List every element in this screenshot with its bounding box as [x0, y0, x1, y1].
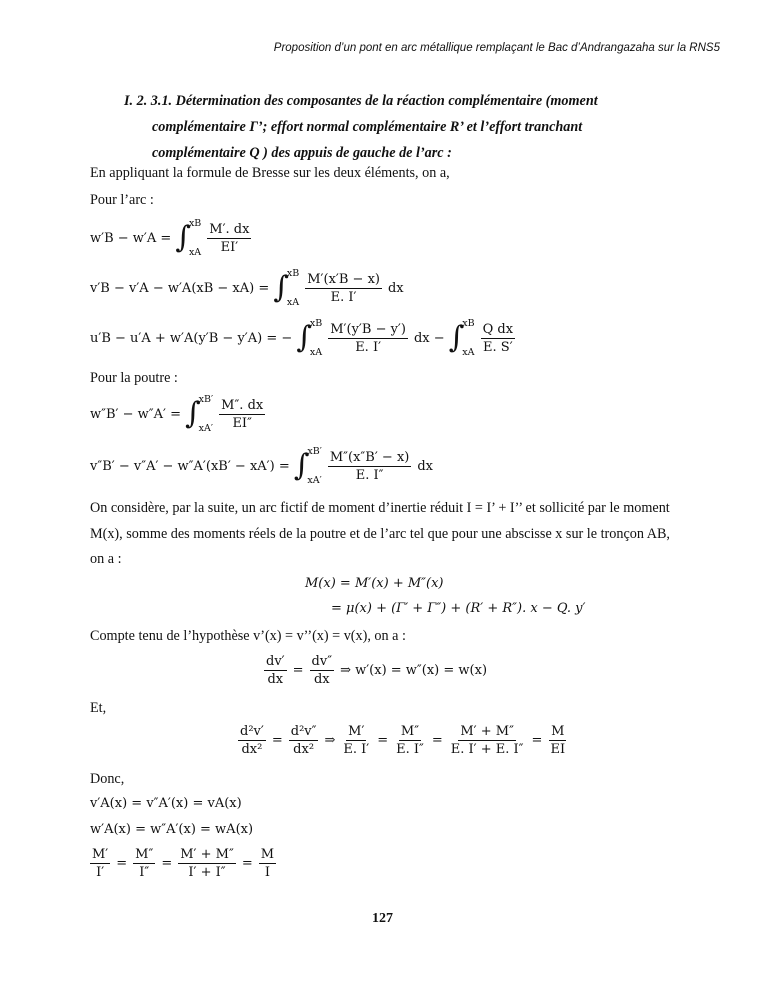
denominator: I′	[96, 865, 105, 880]
section-heading	[124, 88, 684, 166]
lower-limit: xA	[462, 347, 475, 358]
derivative-equation	[262, 654, 487, 687]
numerator: M	[260, 847, 275, 862]
donc-equation-2: w′A(x) = w″A′(x) = wA(x)	[90, 822, 254, 837]
donc-text: Donc,	[90, 771, 125, 787]
denominator: E. I′ + E. I″	[450, 742, 524, 757]
numerator: M′(x′B − x)	[307, 271, 380, 287]
upper-limit: xB	[462, 318, 475, 329]
fraction	[341, 724, 371, 757]
numerator: M′. dx	[209, 221, 250, 237]
numerator: dv′	[266, 654, 285, 669]
denominator: I″	[139, 865, 150, 880]
lower-limit: xA′	[307, 475, 322, 486]
poutre-label: Pour la poutre :	[90, 370, 178, 386]
fraction	[133, 847, 155, 880]
lower-limit: xA	[188, 247, 202, 258]
numerator: M	[551, 724, 565, 739]
fraction	[264, 654, 287, 687]
fraction	[259, 847, 276, 880]
fraction	[394, 724, 426, 757]
fraction	[310, 654, 335, 687]
fraction	[178, 847, 236, 880]
denominator: EI	[550, 742, 566, 757]
upper-limit: xB′	[307, 446, 322, 457]
integral: ∫ xB xA	[296, 318, 323, 358]
denominator: I′ + I″	[188, 865, 226, 880]
fraction	[289, 724, 319, 757]
denominator: dx²	[293, 742, 315, 757]
numerator: M′(y′B − y′)	[330, 321, 406, 337]
upper-limit: xB′	[198, 394, 214, 405]
denominator: EI″	[232, 415, 252, 431]
lower-limit: xA	[286, 297, 300, 308]
eq-rhs: ⇒ w′(x) = w″(x) = w(x)	[340, 663, 488, 678]
numerator: M′	[92, 847, 109, 862]
eq-lhs: w′B − w′A =	[90, 230, 172, 246]
denominator: E. I′	[355, 339, 382, 355]
denominator: E. I′	[330, 289, 357, 305]
numerator: d²v′	[240, 724, 264, 739]
fraction	[219, 398, 265, 431]
fraction	[481, 322, 515, 355]
fraction	[328, 450, 412, 483]
heading-line-2: complémentaire Γ’; effort normal complémentaire R’ et l’effort tranchant	[152, 119, 583, 135]
numerator: Q dx	[482, 321, 514, 337]
fraction	[328, 322, 408, 355]
denominator: dx	[313, 672, 330, 687]
eq-lhs: v″B′ − v″A′ − w″A′(xB′ − xA′) =	[90, 458, 290, 474]
integral: ∫ xB xA	[175, 218, 202, 258]
denominator: E. I″	[396, 742, 424, 757]
denominator: I	[264, 865, 270, 880]
integral: ∫ xB xA	[273, 268, 300, 308]
denominator: E. I′	[343, 742, 370, 757]
eq-lhs: w″B′ − w″A′ =	[90, 406, 181, 422]
moment-ratio-equation: $\frac{M'}{I'}$ = $\frac{M''}{I''}$ = $\frac{M' + M''}{I' + I''}$ = $\frac{M}{I}$	[92, 847, 275, 880]
second-derivative-equation: $\frac{\text{d²v′}}{\text{dx²}}$ = $\frac{\text{d²v″}}{\text{dx²}}$ ⇒ $\frac{M'}{E. I'}$ = $\frac{M''}{E. I''}$ = $\frac{M' + M''}{E. I' + E. I''}$ = $\frac{M}{EI}$	[240, 724, 566, 757]
fraction	[449, 724, 526, 757]
integral: ∫ xB′ xA′	[293, 446, 322, 486]
numerator: M″	[135, 847, 154, 862]
upper-limit: xB	[309, 318, 323, 329]
numerator: dv″	[311, 654, 333, 669]
denominator: dx	[267, 672, 284, 687]
dx-term: dx	[387, 280, 404, 296]
mx-equation-line-1: M(x) = M′(x) + M″(x)	[305, 576, 444, 591]
numerator: M″(x″B′ − x)	[329, 449, 410, 465]
numerator: M″. dx	[221, 397, 264, 413]
arc-label: Pour l’arc :	[90, 192, 154, 208]
et-text: Et,	[90, 700, 107, 716]
denominator: dx²	[241, 742, 263, 757]
numerator: M′ + M″	[180, 847, 234, 862]
mx-equation-line-2: = μ(x) + (Γ′ + Γ″) + (R′ + R″). x − Q. y′	[331, 601, 586, 616]
poutre-equation-1	[90, 394, 267, 434]
arc-equation-1	[90, 218, 253, 258]
denominator: EI′	[220, 239, 239, 255]
fraction	[305, 272, 382, 305]
integral: ∫ xB′ xA′	[185, 394, 214, 434]
numerator: M″	[400, 724, 420, 739]
integral: ∫ xB xA	[448, 318, 475, 358]
fraction	[238, 724, 266, 757]
fraction	[90, 847, 110, 880]
heading-line-3: complémentaire Q ) des appuis de gauche de l’arc :	[152, 145, 452, 161]
donc-equation-1: v′A(x) = v″A′(x) = vA(x)	[90, 796, 242, 811]
arc-equation-3	[90, 318, 517, 358]
hypothese-text: Compte tenu de l’hypothèse v’(x) = v’’(x) = v(x), on a :	[90, 628, 406, 644]
poutre-equation-2	[90, 446, 433, 486]
arc-equation-2	[90, 268, 404, 308]
fraction	[548, 724, 567, 757]
denominator: E. S′	[483, 339, 513, 355]
upper-limit: xB	[188, 218, 202, 229]
consider-paragraph: On considère, par la suite, un arc fictif de moment d’inertie réduit I = I’ + I’’ et sollicité par le moment M(x), somme des moments réels de la poutre et de l’arc tel que pour une abscisse x sur le tronçon AB, on a :	[90, 500, 670, 567]
lower-limit: xA′	[198, 423, 214, 434]
numerator: M′ + M″	[460, 724, 514, 739]
lower-limit: xA	[309, 347, 323, 358]
numerator: d²v″	[290, 724, 317, 739]
dx-term: dx	[417, 458, 434, 474]
upper-limit: xB	[286, 268, 300, 279]
denominator: E. I″	[355, 467, 384, 483]
eq-lhs: u′B − u′A + w′A(y′B − y′A) = −	[90, 330, 293, 346]
running-header: Proposition d’un pont en arc métallique remplaçant le Bac d’Andrangazaha sur la RNS5	[273, 42, 720, 54]
page-number: 127	[372, 911, 393, 926]
equals-sign: =	[292, 663, 304, 678]
eq-lhs: v′B − v′A − w′A(xB − xA) =	[90, 280, 270, 296]
heading-line-1: I. 2. 3.1. Détermination des composantes de la réaction complémentaire (moment	[124, 93, 598, 109]
fraction	[207, 222, 251, 255]
minus-dx: dx −	[413, 330, 445, 346]
intro-text: En appliquant la formule de Bresse sur les deux éléments, on a,	[90, 165, 450, 181]
numerator: M′	[348, 724, 365, 739]
